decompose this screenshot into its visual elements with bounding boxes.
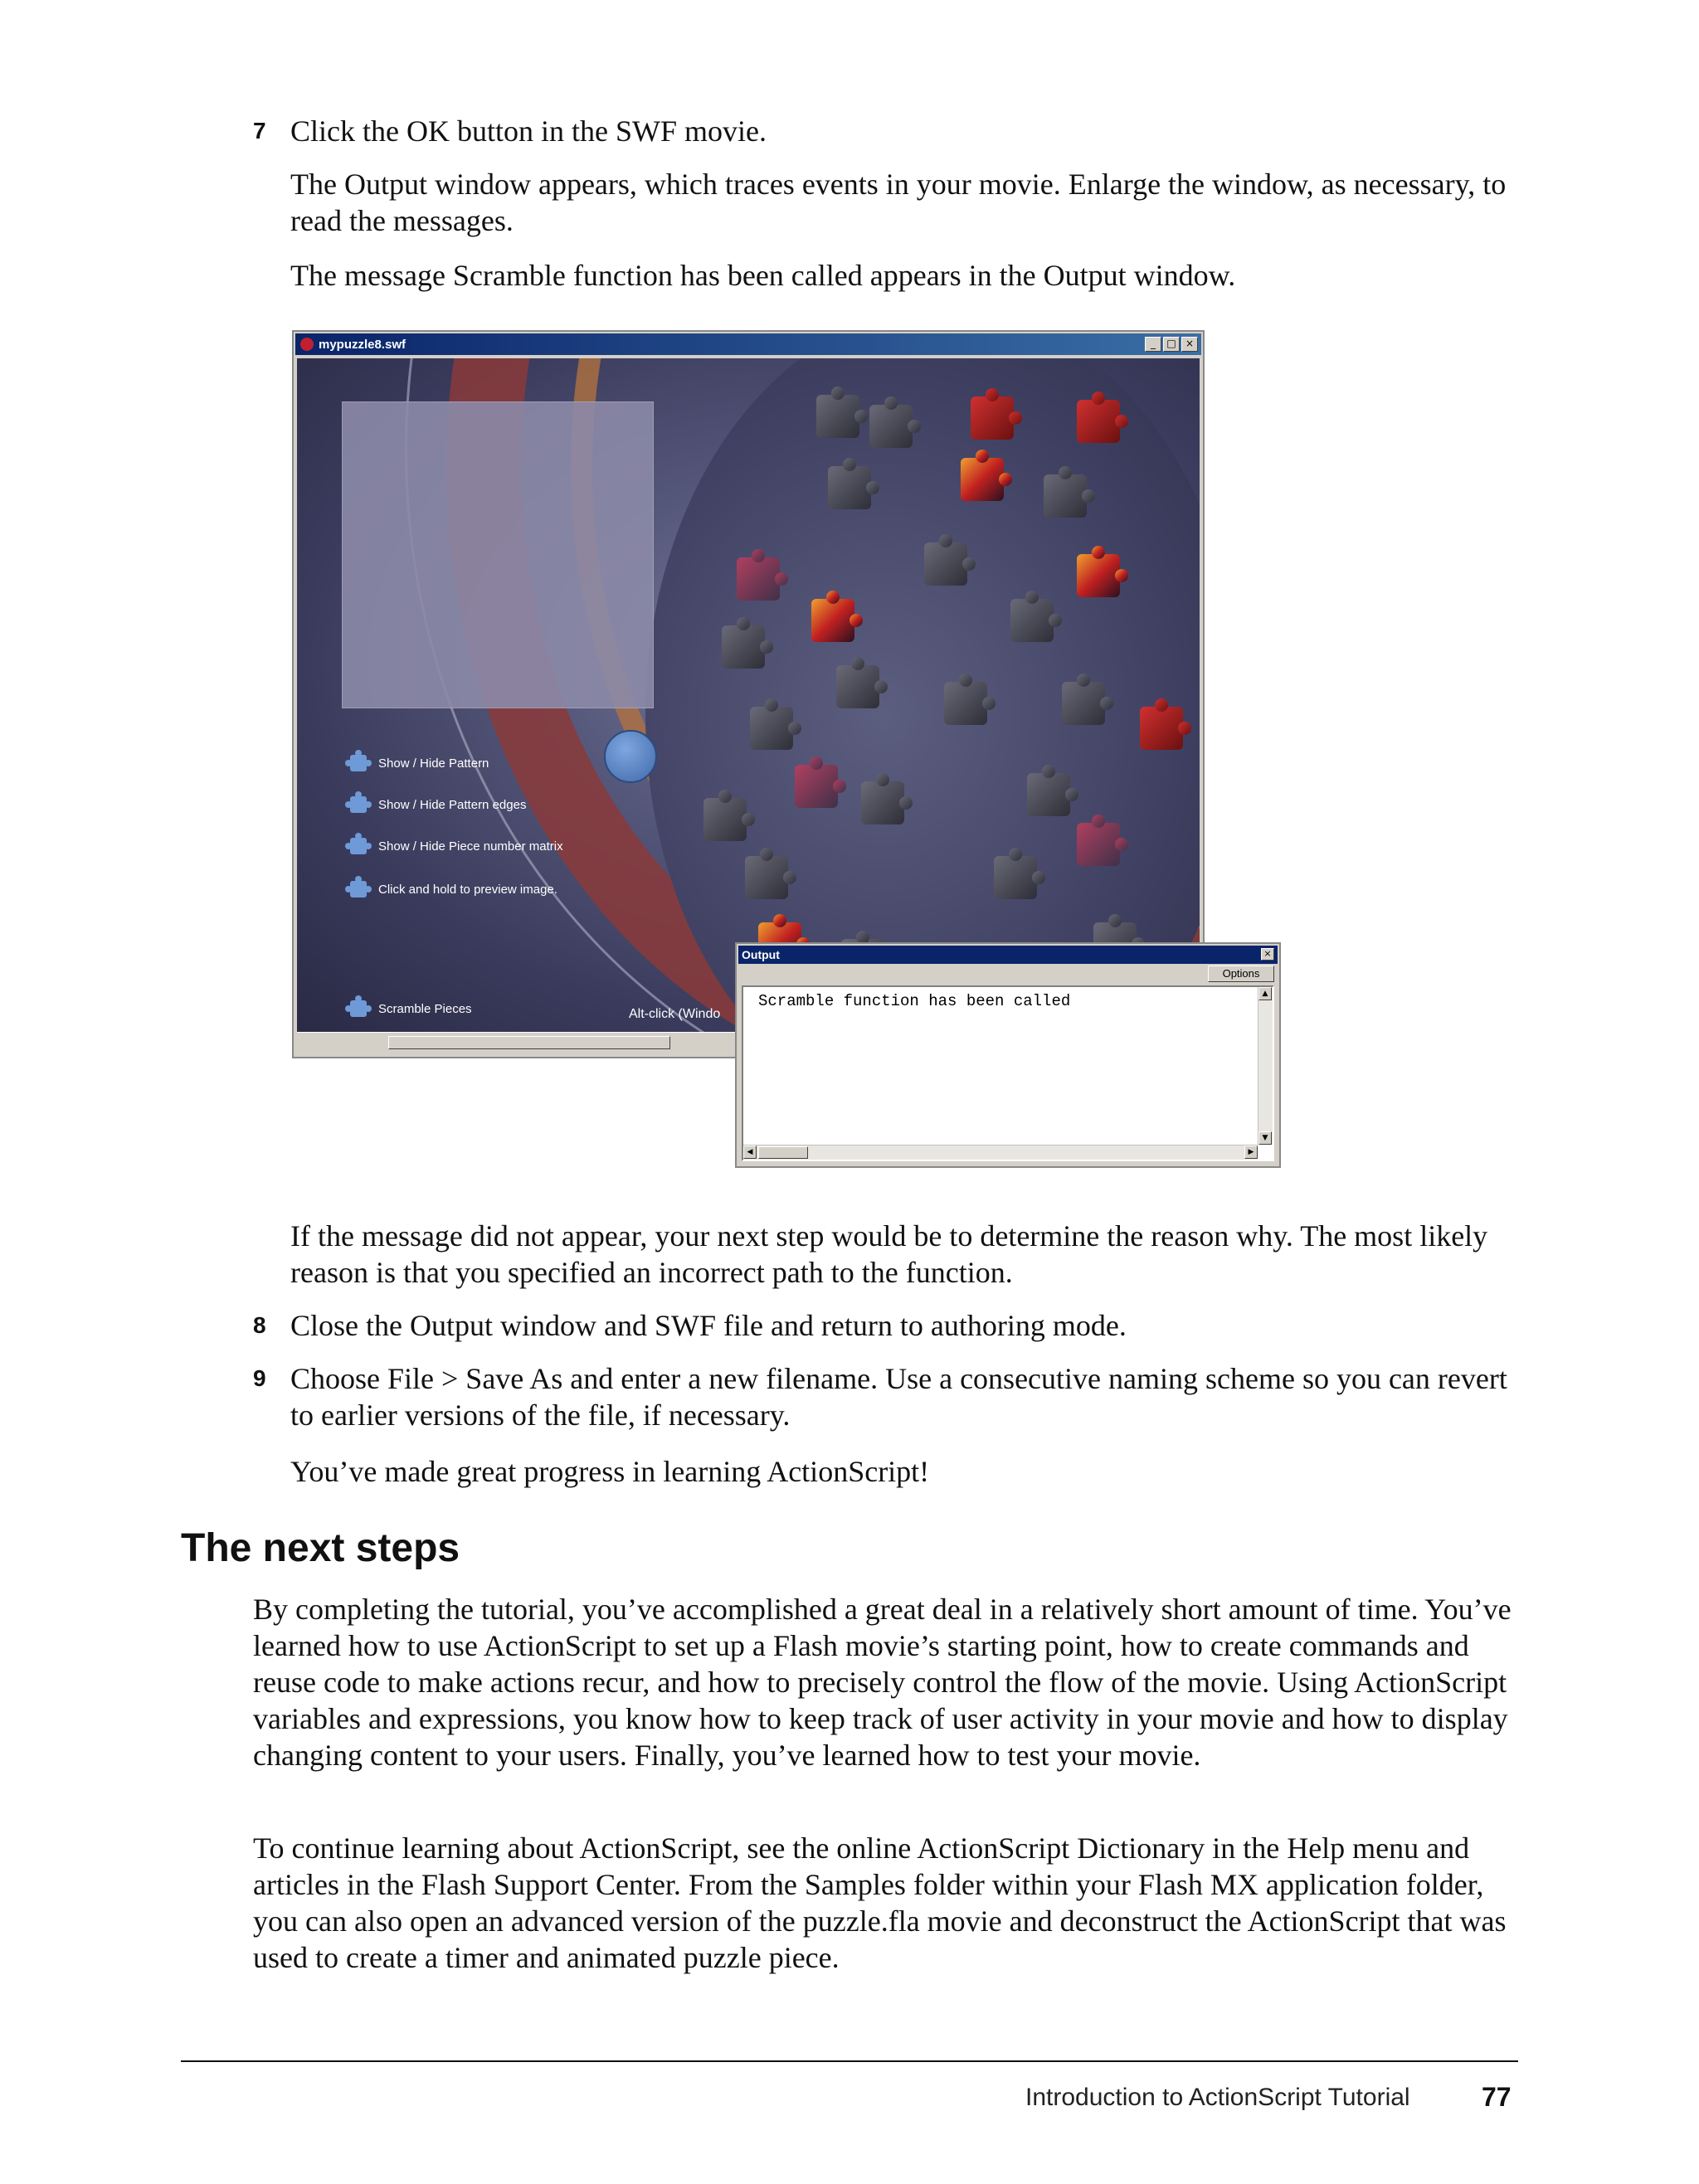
puzzle-piece[interactable] bbox=[994, 856, 1037, 899]
step-number-7: 7 bbox=[253, 118, 266, 143]
step-number-9: 9 bbox=[253, 1365, 266, 1391]
screenshot-figure bbox=[292, 330, 1281, 1168]
puzzle-piece[interactable] bbox=[737, 557, 780, 601]
puzzle-piece[interactable] bbox=[1077, 400, 1120, 443]
section-heading: The next steps bbox=[181, 1526, 460, 1570]
puzzle-piece-icon bbox=[345, 876, 372, 902]
puzzle-piece[interactable] bbox=[795, 765, 838, 808]
show-hide-pattern-edges-button[interactable] bbox=[345, 791, 526, 818]
footer-rule bbox=[181, 2060, 1518, 2062]
puzzle-piece[interactable] bbox=[861, 781, 904, 824]
puzzle-piece[interactable] bbox=[924, 542, 967, 586]
puzzle-piece-icon bbox=[345, 791, 372, 818]
output-window bbox=[735, 942, 1281, 1168]
puzzle-piece[interactable] bbox=[811, 599, 854, 642]
menu-label: Click and hold to preview image. bbox=[378, 882, 557, 897]
maximize-button[interactable]: □ bbox=[1163, 337, 1180, 352]
flash-app-icon bbox=[300, 338, 314, 351]
puzzle-piece[interactable] bbox=[1140, 707, 1183, 750]
step-7-paragraph-2: The message Scramble function has been called appears in the Output window. bbox=[290, 259, 1236, 292]
output-message: Scramble function has been called bbox=[758, 992, 1071, 1010]
puzzle-piece[interactable] bbox=[750, 707, 793, 750]
section-paragraph-1: By completing the tutorial, you’ve accomplished a great deal in a relatively short amount of time. You’ve learned how to use ActionScript to set up a Flash movie’s starting point, how to create commands and reuse code to make actions recur, and how to precisely control the flow of the movie. Using ActionScript variables and expressions, you know how to keep track of user activity in your movie and how to display changing content to your users. Finally, you’ve learned how to test your movie. bbox=[253, 1593, 1512, 1772]
puzzle-piece[interactable] bbox=[816, 395, 859, 438]
puzzle-pattern-area bbox=[342, 401, 654, 708]
puzzle-piece[interactable] bbox=[1027, 773, 1070, 816]
scramble-label: Scramble Pieces bbox=[378, 1001, 472, 1016]
puzzle-piece[interactable] bbox=[869, 405, 913, 448]
output-text-area[interactable] bbox=[742, 985, 1274, 1161]
output-close-button[interactable]: × bbox=[1261, 948, 1274, 961]
step-9-paragraph: You’ve made great progress in learning ActionScript! bbox=[290, 1455, 930, 1488]
close-button[interactable]: × bbox=[1181, 337, 1198, 352]
puzzle-piece[interactable] bbox=[1044, 474, 1087, 518]
show-hide-piece-number-matrix-button[interactable] bbox=[345, 833, 563, 859]
puzzle-piece[interactable] bbox=[703, 798, 747, 841]
puzzle-piece[interactable] bbox=[722, 625, 765, 669]
step-8-text: Close the Output window and SWF file and return to authoring mode. bbox=[290, 1309, 1127, 1342]
puzzle-piece[interactable] bbox=[836, 665, 879, 708]
step-7-text: Click the OK button in the SWF movie. bbox=[290, 114, 767, 148]
scrollbar-thumb[interactable] bbox=[388, 1036, 670, 1049]
puzzle-piece[interactable] bbox=[1077, 823, 1120, 866]
options-menu-button[interactable]: Options bbox=[1208, 966, 1274, 982]
section-paragraph-2: To continue learning about ActionScript, see the online ActionScript Dictionary in the Help menu and articles in the Flash Support Center. From the Samples folder within your Flash MX application folder, you can also open an advanced version of the puzzle.fla movie and deconstruct the ActionScript that was used to create a timer and animated puzzle piece. bbox=[253, 1831, 1507, 1974]
scroll-up-icon[interactable]: ▲ bbox=[1258, 987, 1272, 1000]
puzzle-piece[interactable] bbox=[1062, 682, 1105, 725]
puzzle-piece-icon bbox=[345, 750, 372, 776]
output-window-title: Output bbox=[742, 948, 780, 961]
output-titlebar[interactable] bbox=[738, 946, 1278, 964]
menu-label: Show / Hide Pattern bbox=[378, 756, 489, 771]
menu-label: Show / Hide Piece number matrix bbox=[378, 839, 563, 854]
puzzle-piece[interactable] bbox=[971, 396, 1014, 440]
swf-titlebar[interactable] bbox=[295, 333, 1201, 355]
puzzle-piece[interactable] bbox=[745, 856, 788, 899]
puzzle-piece[interactable] bbox=[1077, 554, 1120, 597]
output-horizontal-scrollbar[interactable] bbox=[743, 1145, 1258, 1160]
puzzle-piece[interactable] bbox=[1010, 599, 1054, 642]
scroll-right-icon[interactable]: ▶ bbox=[1244, 1146, 1258, 1159]
swf-stage bbox=[297, 358, 1200, 1032]
after-figure-paragraph: If the message did not appear, your next step would be to determine the reason why. The most likely reason is that you specified an incorrect path to the function. bbox=[290, 1219, 1488, 1289]
preview-image-button[interactable] bbox=[345, 876, 557, 902]
alt-click-hint: Alt-click (Windo bbox=[629, 1007, 721, 1021]
puzzle-piece[interactable] bbox=[961, 458, 1004, 501]
swf-window-title: mypuzzle8.swf bbox=[319, 337, 406, 352]
step-7-paragraph-1: The Output window appears, which traces events in your movie. Enlarge the window, as necessary, to read the messages. bbox=[290, 168, 1507, 237]
preview-circle-button[interactable] bbox=[604, 730, 657, 783]
output-vertical-scrollbar[interactable] bbox=[1258, 987, 1273, 1145]
footer-title: Introduction to ActionScript Tutorial bbox=[1025, 2084, 1410, 2111]
page-number: 77 bbox=[1482, 2082, 1512, 2112]
puzzle-piece[interactable] bbox=[944, 682, 987, 725]
show-hide-pattern-button[interactable] bbox=[345, 750, 489, 776]
minimize-button[interactable]: _ bbox=[1145, 337, 1161, 352]
puzzle-piece-icon bbox=[345, 833, 372, 859]
scroll-left-icon[interactable]: ◀ bbox=[743, 1146, 757, 1159]
puzzle-piece-icon bbox=[345, 995, 372, 1022]
scrollbar-thumb[interactable] bbox=[758, 1146, 808, 1159]
menu-label: Show / Hide Pattern edges bbox=[378, 797, 527, 812]
step-9-text: Choose File > Save As and enter a new filename. Use a consecutive naming scheme so you can revert to earlier versions of the file, if necessary. bbox=[290, 1362, 1507, 1432]
puzzle-piece[interactable] bbox=[828, 466, 871, 509]
scramble-pieces-button[interactable] bbox=[345, 995, 472, 1022]
step-number-8: 8 bbox=[253, 1312, 266, 1338]
scroll-down-icon[interactable]: ▼ bbox=[1258, 1131, 1272, 1145]
